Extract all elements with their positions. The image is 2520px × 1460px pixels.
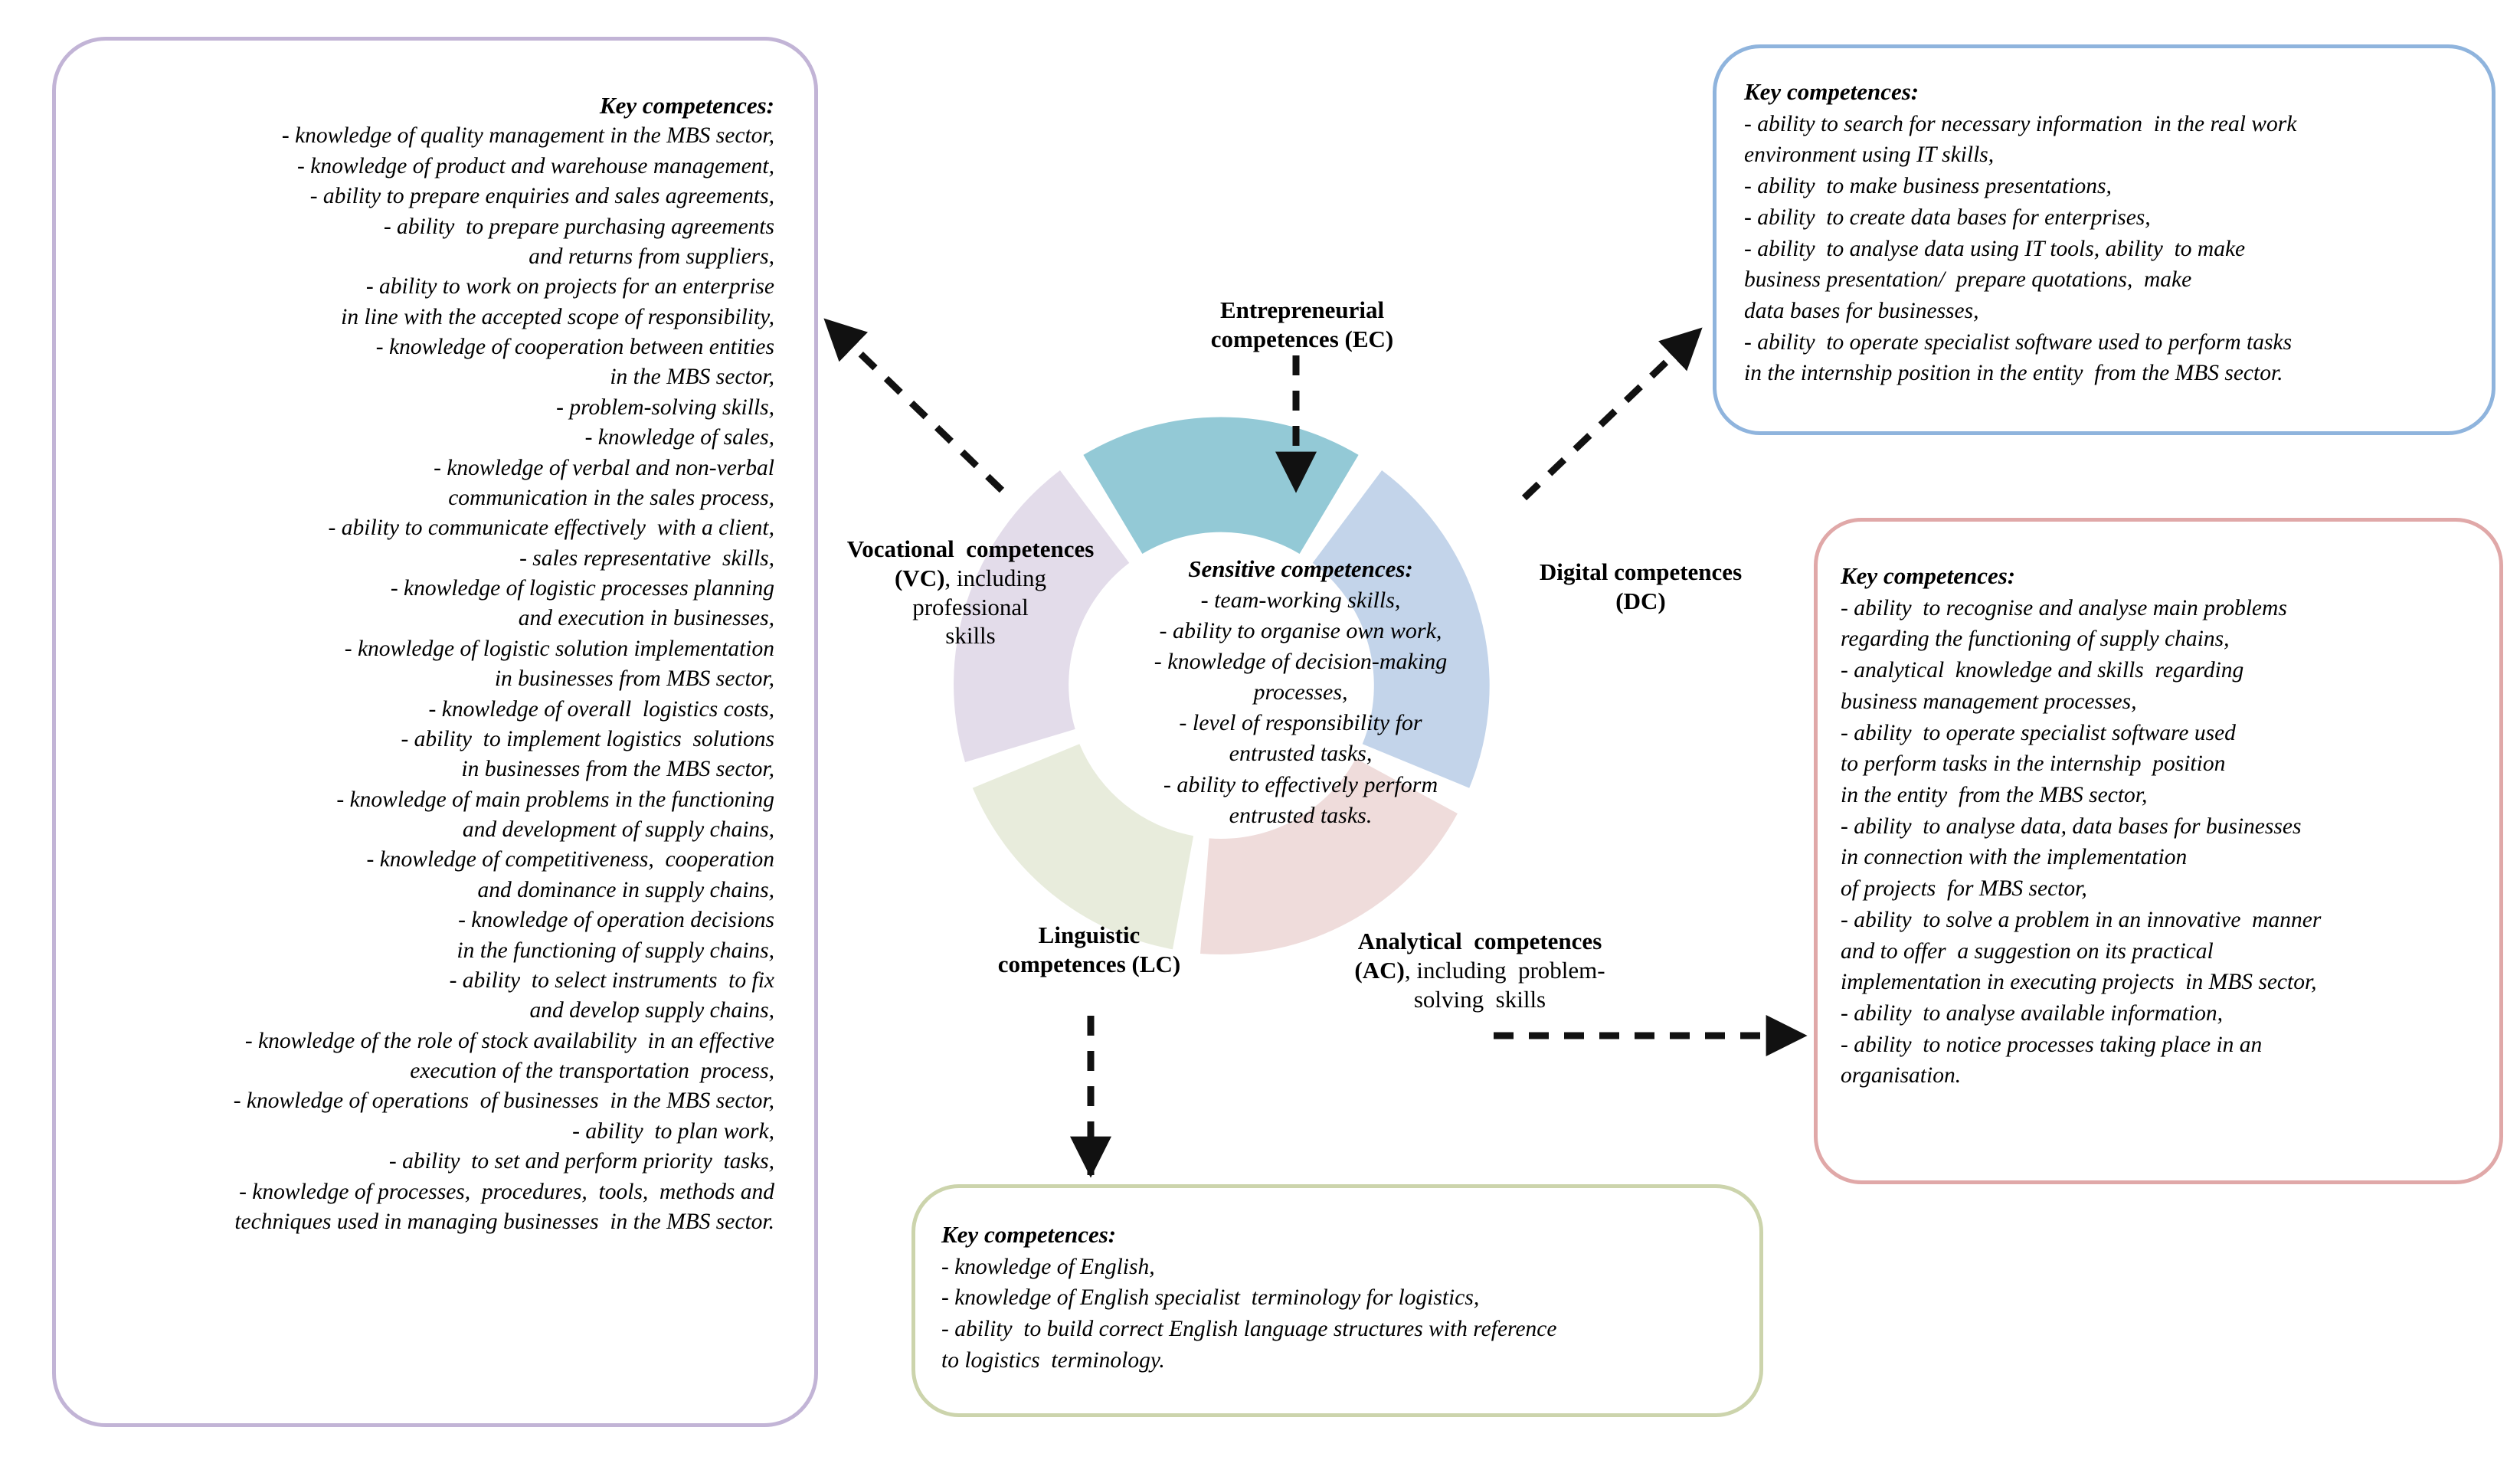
text-line: - knowledge of verbal and non-verbal [434, 455, 774, 480]
panel-linguistic-heading: Key competences: [941, 1221, 1117, 1248]
text-line: - ability to organise own work, [1159, 617, 1442, 643]
text-line: and dominance in supply chains, [477, 877, 774, 902]
panel-analytical-lines [1841, 593, 2476, 1092]
text-line: regarding the functioning of supply chains, [1841, 627, 2230, 652]
text-line: - ability to communicate effectively with a client, [328, 516, 774, 541]
panel-linguistic-competences [911, 1184, 1763, 1417]
text-line: - knowledge of overall logistics costs, [428, 696, 774, 722]
donut-label-entrepreneurial: Entrepreneurial competences (EC) [1210, 296, 1394, 352]
text-line: - knowledge of English specialist terminology for logistics, [941, 1285, 1480, 1311]
text-line: - ability to prepare enquiries and sales agreements, [309, 184, 774, 209]
text-line: implementation in executing projects in MBS sector, [1841, 970, 2317, 995]
text-line: - knowledge of operations of businesses in the MBS sector, [233, 1088, 774, 1114]
panel-linguistic-content [915, 1188, 1759, 1377]
text-line: organisation. [1841, 1063, 1962, 1088]
panel-digital-competences [1713, 44, 2495, 435]
text-line: - knowledge of logistic solution implementation [344, 636, 774, 661]
text-line: in line with the accepted scope of responsibility, [341, 304, 774, 329]
text-line: - ability to build correct English language structures with reference [941, 1317, 1557, 1342]
text-line: - ability to notice processes taking place in an [1841, 1032, 2263, 1057]
donut-segment-entrepreneurial [1083, 417, 1358, 554]
panel-digital-lines [1744, 109, 2466, 389]
panel-analytical-content [1818, 522, 2499, 1092]
text-line: - ability to plan work, [572, 1118, 774, 1144]
center-items [1071, 585, 1530, 832]
text-line: in connection with the implementation [1841, 845, 2188, 870]
text-line: techniques used in managing businesses in the MBS sector. [234, 1209, 774, 1234]
donut-label-analytical: Analytical competences (AC), including problem- solving skills [1354, 928, 1605, 1013]
text-line: - level of responsibility for [1179, 710, 1422, 736]
text-line: - ability to implement logistics solutions [401, 726, 774, 751]
text-line: - team-working skills, [1200, 587, 1401, 613]
text-line: entrusted tasks, [1229, 741, 1373, 767]
text-line: - sales representative skills, [519, 545, 774, 571]
text-line: - ability to operate specialist software used to perform tasks [1744, 329, 2293, 355]
text-line: business management processes, [1841, 689, 2137, 714]
text-line: in the functioning of supply chains, [457, 938, 774, 963]
text-line: - knowledge of sales, [584, 425, 774, 450]
text-line: - knowledge of product and warehouse management, [297, 153, 774, 178]
text-line: - ability to prepare purchasing agreements [383, 214, 774, 239]
text-line: in the internship position in the entity from the MBS sector. [1744, 361, 2283, 386]
text-line: and returns from suppliers, [529, 244, 774, 269]
panel-vocational-competences [52, 37, 818, 1427]
panel-vocational-content [56, 41, 814, 1237]
text-line: - ability to solve a problem in an innovative manner [1841, 907, 2322, 932]
panel-digital-content [1717, 48, 2492, 389]
text-line: in the MBS sector, [610, 365, 774, 390]
text-line: - knowledge of competitiveness, cooperation [366, 847, 774, 872]
text-line: - ability to create data bases for enterprises, [1744, 205, 2151, 230]
text-line: - knowledge of the role of stock availability in an effective [244, 1028, 774, 1053]
text-line: - ability to work on projects for an enterprise [365, 274, 774, 300]
text-line: - knowledge of quality management in the MBS sector, [281, 123, 774, 149]
text-line: - knowledge of processes, procedures, tools, methods and [239, 1179, 774, 1204]
text-line: and to offer a suggestion on its practical [1841, 938, 2214, 964]
panel-analytical-competences [1814, 518, 2503, 1184]
text-line: of projects for MBS sector, [1841, 876, 2087, 902]
text-line: - knowledge of operation decisions [458, 908, 774, 933]
text-line: - ability to operate specialist software used [1841, 720, 2236, 745]
text-line: and execution in businesses, [518, 606, 774, 631]
text-line: - knowledge of English, [941, 1254, 1155, 1279]
text-line: processes, [1253, 679, 1348, 705]
donut-label-vocational: Vocational competences (VC), including professional skills [846, 535, 1095, 650]
text-line: in the entity from the MBS sector, [1841, 782, 2148, 807]
text-line: - ability to search for necessary information in the real work [1744, 111, 2297, 136]
text-line: - problem-solving skills, [556, 394, 774, 420]
panel-vocational-heading: Key competences: [599, 92, 774, 119]
text-line: communication in the sales process, [448, 485, 774, 510]
text-line: - ability to set and perform priority tasks, [388, 1149, 774, 1174]
text-line: execution of the transportation process, [410, 1059, 774, 1083]
text-line: in businesses from MBS sector, [494, 666, 774, 692]
text-line: business presentation/ prepare quotations, make [1744, 267, 2192, 293]
text-line: environment using IT skills, [1744, 142, 1995, 168]
text-line: - ability to select instruments to fix [449, 967, 774, 993]
text-line: - ability to analyse available information, [1841, 1000, 2223, 1026]
text-line: - analytical knowledge and skills regarding [1841, 658, 2244, 683]
donut-label-digital: Digital competences (DC) [1539, 558, 1743, 614]
text-line: - knowledge of main problems in the functioning [336, 787, 774, 812]
text-line: - ability to effectively perform [1163, 771, 1438, 797]
text-line: - knowledge of logistic processes planning [390, 576, 774, 601]
text-line: to logistics terminology. [941, 1347, 1165, 1373]
panel-vocational-lines [91, 121, 774, 1237]
panel-digital-heading: Key competences: [1744, 78, 1919, 105]
panel-linguistic-lines [941, 1252, 1733, 1377]
text-line: - knowledge of cooperation between entities [375, 335, 774, 359]
center-heading: Sensitive competences: [1188, 555, 1413, 582]
donut-label-linguistic: Linguistic competences (LC) [997, 922, 1181, 977]
text-line: - ability to make business presentations, [1744, 174, 2112, 199]
text-line: - ability to recognise and analyse main problems [1841, 595, 2287, 620]
panel-analytical-heading: Key competences: [1841, 562, 2016, 589]
text-line: to perform tasks in the internship position [1841, 751, 2226, 777]
text-line: - ability to analyse data, data bases for businesses [1841, 813, 2302, 839]
donut-center-sensitive-competences [1071, 553, 1530, 831]
text-line: in businesses from the MBS sector, [461, 757, 774, 782]
text-line: and development of supply chains, [462, 817, 774, 842]
text-line: - knowledge of decision-making [1154, 648, 1448, 674]
text-line: entrusted tasks. [1229, 802, 1373, 828]
text-line: - ability to analyse data using IT tools, ability to make [1744, 236, 2246, 261]
text-line: and develop supply chains, [529, 998, 774, 1023]
text-line: data bases for businesses, [1744, 298, 1979, 323]
